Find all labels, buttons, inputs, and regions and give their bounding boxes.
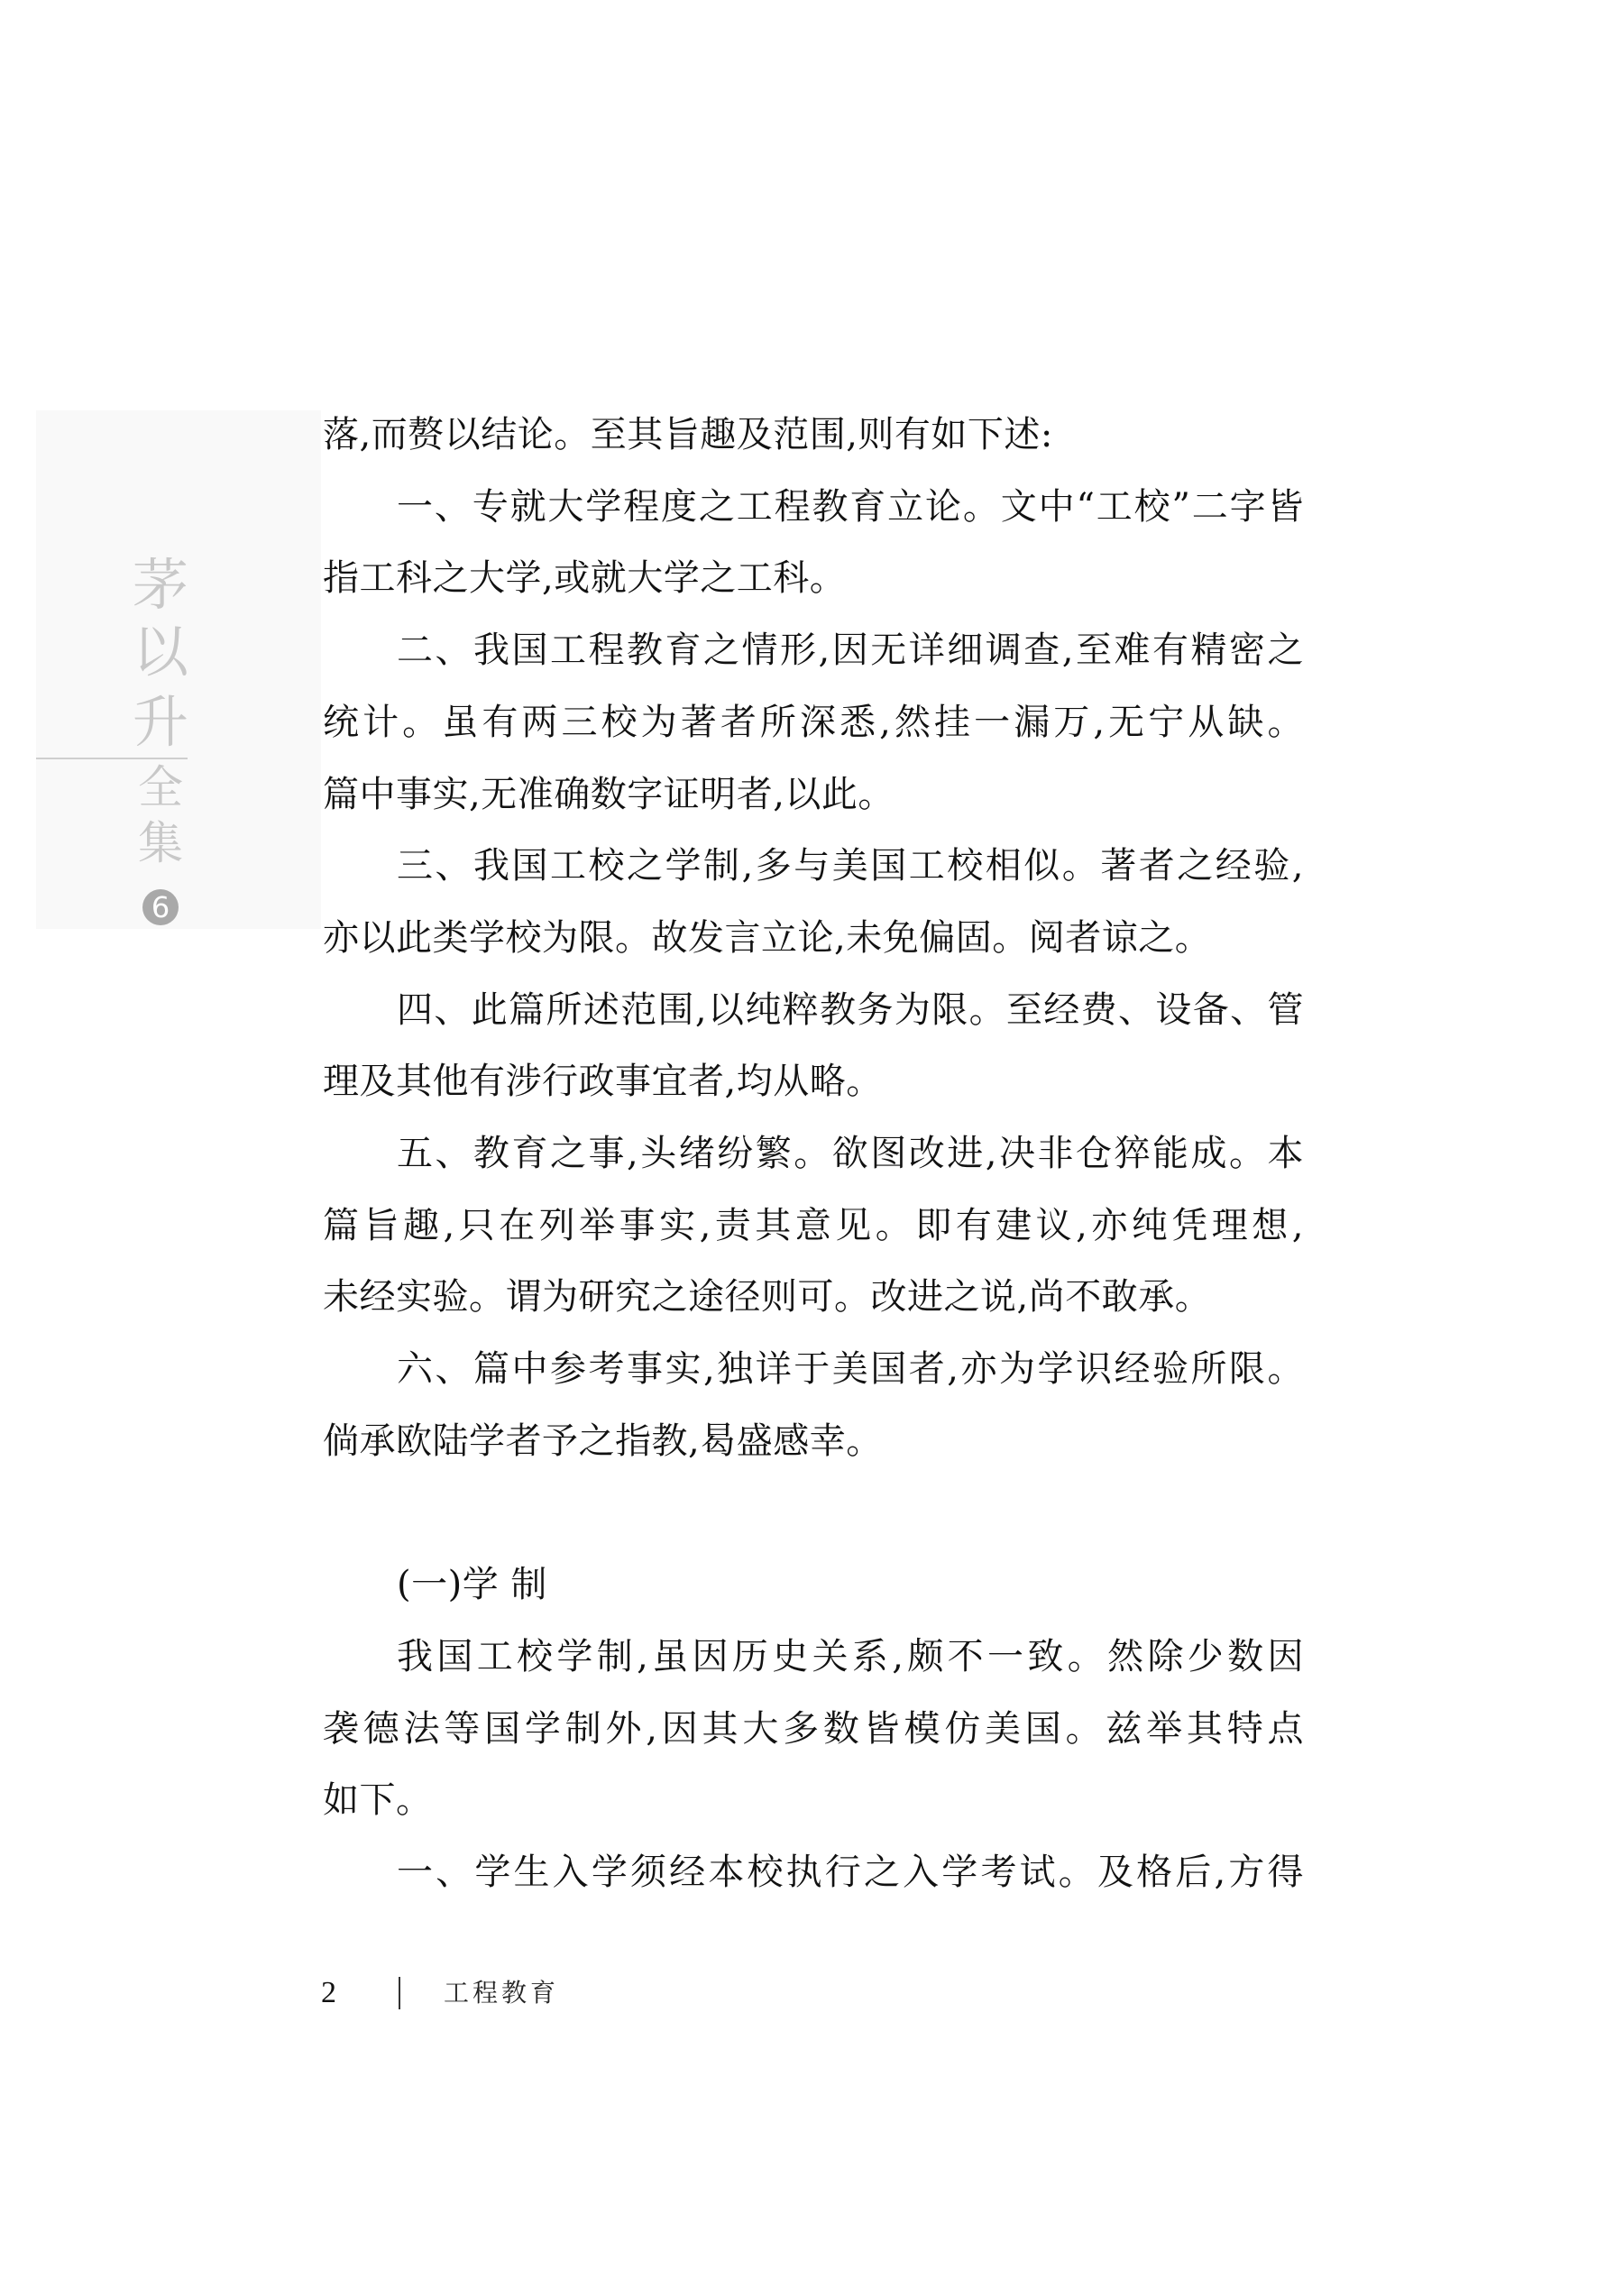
footer-divider (399, 1977, 400, 2009)
text-line: 落,而赘以结论。至其旨趣及范围,则有如下述: (323, 414, 1053, 455)
text-line: 指工科之大学,或就大学之工科。 (323, 557, 847, 600)
text-line: 一、学生入学须经本校执行之入学考试。及格后,方得 (397, 1852, 1304, 1893)
text-line: 统计。虽有两三校为著者所深悉,然挂一漏万,无宁从缺。 (323, 701, 1304, 743)
blank-line (323, 1486, 1304, 1558)
section-heading: (一)学 制 (397, 1564, 547, 1606)
text-line: 六、篇中参考事实,独详于美国者,亦为学识经验所限。 (397, 1348, 1304, 1391)
text-line: 我国工校学制,虽因历史关系,颇不一致。然除少数因 (397, 1635, 1304, 1677)
running-title: 工程教育 (444, 1978, 560, 2008)
text-line: 四、此篇所述范围,以纯粹教务为限。至经费、设备、管 (397, 988, 1304, 1031)
text-line: 如下。 (323, 1779, 433, 1822)
series-subtitle-char-1: 全 (138, 761, 183, 813)
text-line: 袭德法等国学制外,因其大多数皆模仿美国。兹举其特点 (323, 1707, 1304, 1750)
text-line: 二、我国工程教育之情形,因无详细调查,至难有精密之 (397, 629, 1304, 672)
text-line: 一、专就大学程度之工程教育立论。文中“工校”二字皆 (397, 485, 1304, 528)
series-title-divider (36, 758, 188, 759)
text-line: 亦以此类学校为限。故发言立论,未免偏固。阅者谅之。 (323, 916, 1212, 959)
text-line: 理及其他有涉行政事宜者,均从略。 (323, 1061, 883, 1103)
page-number: 2 (321, 1976, 336, 2009)
series-subtitle-char-2: 集 (138, 817, 183, 869)
text-line: 五、教育之事,头绪纷繁。欲图改进,决非仓猝能成。本 (397, 1133, 1304, 1174)
text-line: 三、我国工校之学制,多与美国工校相似。著者之经验, (397, 845, 1304, 887)
series-title-char-2: 以 (132, 619, 188, 685)
series-title-char-3: 升 (132, 689, 188, 755)
volume-number-badge: 6 (142, 889, 179, 925)
text-line: 篇旨趣,只在列举事实,责其意见。即有建议,亦纯凭理想, (323, 1204, 1304, 1246)
series-title-char-1: 茅 (132, 552, 188, 618)
text-line: 篇中事实,无准确数字证明者,以此。 (323, 773, 895, 815)
text-line: 倘承欧陆学者予之指教,曷盛感幸。 (323, 1420, 883, 1462)
text-line: 未经实验。谓为研究之途径则可。改进之说,尚不敢承。 (323, 1276, 1212, 1319)
